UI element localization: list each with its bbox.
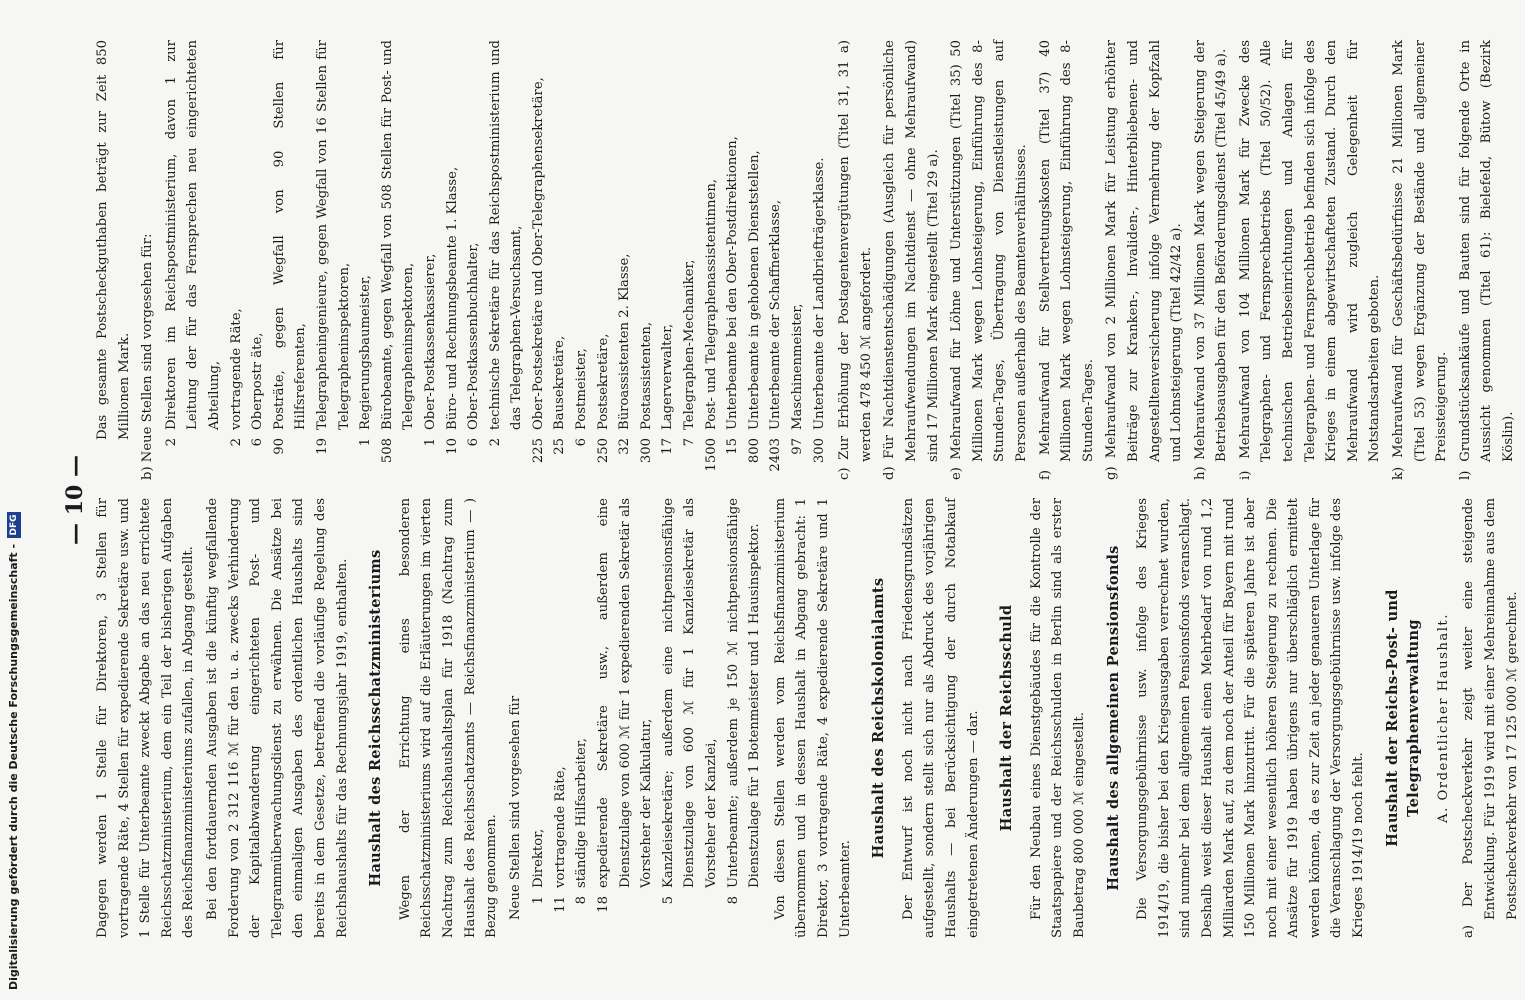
list-text: Unterbeamte in gehobenen Dienststellen, <box>746 150 762 430</box>
list-text: vortragende Räte, <box>228 308 244 430</box>
page-number: — 10 — <box>62 455 88 545</box>
enumerated-item: f) Mehraufwand für Stellvertretungskosten (Titel 37) 40 Millionen Mark wegen Lohnsteigerung, Einführung des 8-Stunden-Tages. <box>1037 40 1096 480</box>
list-text: Telegraphen-Mechaniker, <box>682 259 698 430</box>
digitization-footer <box>4 300 26 990</box>
list-text: Post- und Telegraphenassistentinnen, <box>703 178 719 430</box>
list-count: 10 <box>444 438 460 455</box>
list-text: Bürobeamte, gegen Wegfall von 508 Stellen für Post- und Telegrapheninspektoren, <box>379 40 417 430</box>
enumerated-item: i) Mehraufwand von 104 Millionen Mark für Zwecke des Telegraphen- und Fernsprechbetriebs (Titel 50/52). Alle technischen Betriebseinrichtungen und Anlagen für Telegraphen- und Fernsprechbetrieb befinden sich infolge des Krieges in einem abgewirtschafteten Zustand. Durch den Mehraufwand wird zugleich Gelegenheit für Notstandsarbeiten geboten. <box>1237 40 1383 480</box>
list-text: Ober-Postkassenkassierer, <box>422 253 438 430</box>
list-item <box>787 40 809 480</box>
list-item <box>636 40 658 480</box>
list-count: 6 <box>250 438 266 447</box>
left-column <box>92 498 1525 938</box>
list-item <box>463 40 485 480</box>
list-item <box>269 40 312 480</box>
section-heading: Haushalt der Reichs-Post- und Telegraphenverwaltung <box>1383 589 1423 847</box>
list-item <box>442 40 464 480</box>
list-item <box>312 40 355 480</box>
list-count: 250 <box>595 438 611 464</box>
list-item <box>528 498 550 938</box>
enumerated-item: e) Mehraufwand für Löhne und Unterstützungen (Titel 35) 50 Millionen Mark wegen Lohnsteigerung, Einführung des 8-Stunden-Tages, Übertragung von Dienstleistungen auf Personen außerhalb des Beamtenverhältnisses. <box>949 40 1029 480</box>
list-text: Telegrapheningenieure, gegen Wegfall von 16 Stellen für Telegrapheninspektoren, <box>314 40 352 430</box>
list-count: 8 <box>574 896 590 905</box>
list-item <box>355 40 377 480</box>
list-item <box>657 40 679 480</box>
positions-list <box>161 40 830 480</box>
list-text: Posträte, gegen Wegfall von 90 Stellen für Hilfsreferenten, <box>271 40 309 430</box>
list-item <box>722 40 744 480</box>
section-heading: Haushalt des Reichskolonialamts <box>870 577 888 859</box>
list-item <box>226 40 248 480</box>
paragraph: Das gesamte Postscheckguthaben beträgt zur Zeit 850 Millionen Mark. <box>95 40 132 440</box>
list-count: 300 <box>811 438 827 464</box>
section-heading: Haushalt des allgemeinen Pensionsfonds <box>1104 545 1122 891</box>
list-text: Postassistenten, <box>638 321 654 430</box>
list-item <box>658 498 723 938</box>
list-count: 97 <box>790 438 805 455</box>
list-count: 2 <box>228 438 244 447</box>
positions-list <box>528 498 766 938</box>
list-item <box>571 40 593 480</box>
list-text: Bausekretäre, <box>552 335 568 430</box>
list-text: Ober-Postkassenbuchhalter, <box>466 242 482 430</box>
list-count: 25 <box>552 438 568 455</box>
enumerated-item: k) Mehraufwand für Geschäftsbedürfnisse 21 Millionen Mark (Titel 53) wegen Ergänzung der Bestände und allgemeiner Preissteigerung. <box>1391 40 1450 480</box>
list-text: Büroassistenten 2. Klasse, <box>617 253 633 430</box>
list-text: Unterbeamte der Schaffnerklasse, <box>768 199 784 430</box>
section-heading: Haushalt der Reichsschuld <box>998 604 1016 832</box>
paragraph: Bei den fortdauernden Ausgaben ist die künftig wegfallende Forderung von 2 312 116 ℳ für den u. a. zwecks Verhinderung der Kapitalabwanderung eingerichteten Post- und Telegrammüberwachungsdienst zu erwähnen. Die Ansätze bei den einmaligen Ausgaben des ordentlichen Haushalts sind bereits in dem Gesetze, betreffend die vorläufige Regelung des Reichshaushalts für das Rechnungsjahr 1919, enthalten. <box>204 498 350 938</box>
list-text: Unterbeamte; außerdem je 150 ℳ nichtpensionsfähige Dienstzulage für 1 Botenmeister und 1 Hausinspektor. <box>725 498 763 888</box>
list-text: vortragende Räte, <box>552 766 568 888</box>
paragraph: Der Entwurf ist noch nicht nach Friedensgrundsätzen aufgestellt, sondern stellt sich nur als Abdruck des vorjährigen Haushalts — bei Berücksichtigung der durch Notabkauf eingetretenen Änderungen — dar. <box>900 498 981 938</box>
subsection-heading: A. Ordentlicher Haushalt. <box>1435 613 1451 823</box>
list-count: 15 <box>725 438 741 455</box>
enumerated-item: d) Für Nachtdienstentschädigungen (Ausgleich für persönliche Mehraufwendungen im Nachtdienst — ohne Mehraufwand) sind 17 Millionen Mark eingestellt (Titel 29 a). <box>882 40 941 480</box>
list-text: Direktoren im Reichspostministerium, davon 1 zur Leitung der für das Fernsprechen neu eingerichteten Abteilung, <box>163 40 222 430</box>
paragraph: Wegen der Errichtung eines besonderen Reichsschatzministeriums wird auf die Erläuterungen im vierten Nachtrag zum Reichshaushaltsplan für 1918 (Nachtrag zum Haushalt des Reichsschatzamts — Reichsfinanzministerium — ) Bezug genommen. <box>397 498 500 938</box>
enumerated-item: l) Grundstücksankäufe und Bauten sind für folgende Orte in Aussicht genommen (Titel 61): Bielefeld, Bütow (Bezirk Köslin). <box>1457 40 1516 480</box>
list-count: 1 <box>358 438 374 447</box>
enumerated-item: g) Mehraufwand von 2 Millionen Mark für Leistung erhöhter Beiträge zur Kranken-, Invaliden-, Hinterbliebenen- und Angestelltenversicherung infolge Vermehrung der Kopfzahl und Lohnsteigerung (Titel 42/42 a). <box>1104 40 1185 480</box>
list-count: 7 <box>682 438 698 447</box>
list-item <box>549 40 571 480</box>
list-count: 2403 <box>768 438 784 472</box>
list-item <box>528 40 550 480</box>
list-text: Ober-Postsekretäre und Ober-Telegraphensekretäre, <box>530 77 546 430</box>
list-item <box>161 40 226 480</box>
list-item <box>593 498 658 938</box>
list-item <box>571 498 593 938</box>
list-item <box>744 40 766 480</box>
list-count: 17 <box>660 438 676 455</box>
list-count: 1 <box>422 438 438 447</box>
list-item <box>809 40 831 480</box>
list-text: Direktor, <box>531 828 547 888</box>
list-count: 90 <box>271 438 287 455</box>
list-count: 6 <box>466 438 482 447</box>
list-item <box>485 40 528 480</box>
list-text: expedierende Sekretäre usw., außerdem eine Dienstzulage von 600 ℳ für 1 expedierenden Sekretär als Vorsteher der Kalkulatur, <box>596 498 655 888</box>
list-text: Regierungsbaumeister, <box>358 275 374 430</box>
list-count: 1 <box>531 896 547 905</box>
list-item <box>593 40 615 480</box>
paragraph: Von diesen Stellen werden vom Reichsfinanzministerium übernommen und in dessen Haushalt in Abgang gebracht: 1 Direktor, 3 vortragende Räte, 4 expedierende Sekretäre und 1 Unterbeamter. <box>772 498 853 938</box>
list-item <box>377 40 420 480</box>
list-count: 19 <box>314 438 330 455</box>
list-count: 18 <box>596 896 612 913</box>
list-text: technische Sekretäre für das Reichspostministerium und das Telegraphen-Versuchsamt, <box>487 40 525 430</box>
list-item <box>420 40 442 480</box>
list-item <box>247 40 269 480</box>
list-text: Büro- und Rechnungsbeamte 1. Klasse, <box>444 166 460 430</box>
list-count: 300 <box>638 438 654 464</box>
enumerated-item: c) Zur Erhöhung der Postagentenvergütungen (Titel 31, 31 a) werden 478 450 ℳ angefordert. <box>837 40 874 480</box>
list-text: ständige Hilfsarbeiter, <box>574 738 590 888</box>
list-item <box>723 498 766 938</box>
footer-text: Digitalisierung gefördert durch die Deutsche Forschungsgemeinschaft - <box>7 543 20 990</box>
list-text: Kanzleisekretäre; außerdem eine nichtpensionsfähige Dienstzulage von 600 ℳ für 1 Kanzleisekretär als Vorsteher der Kanzlei, <box>660 498 720 888</box>
list-text: Unterbeamte der Landbriefträgerklasse. <box>811 157 827 430</box>
list-text: Unterbeamte bei den Ober-Postdirektionen, <box>725 136 741 430</box>
section-heading: Haushalt des Reichsschatzministeriums <box>367 549 385 887</box>
paragraph: Neue Stellen sind vorgesehen für <box>507 695 523 920</box>
list-text: Postsekretäre, <box>595 333 611 430</box>
list-text: Lagerverwalter, <box>660 323 676 430</box>
list-item <box>679 40 701 480</box>
list-count: 225 <box>530 438 546 464</box>
list-text: Oberpostr äte, <box>250 332 266 430</box>
list-item <box>614 40 636 480</box>
enumerated-item: b) Neue Stellen sind vorgesehen für: <box>140 233 156 480</box>
paragraph: Dagegen werden 1 Stelle für Direktoren, 3 Stellen für vortragende Räte, 4 Stellen für expedierende Sekretäre usw. und 1 Stelle für Unterbeamte zweckt Abgabe an das neu errichtete Reichsschatzministerium, dem ein Teil der bisherigen Aufgaben des Reichsfinanzministeriums zufallen, in Abgang gestellt. <box>95 498 197 938</box>
list-count: 508 <box>379 438 395 464</box>
enumerated-item: a) Der Postscheckverkehr zeigt weiter eine steigende Entwicklung. Für 1919 wird mit einer Mehreinnahme aus dem Postscheckverkehr von 17 125 000 ℳ gerechnet. <box>1461 498 1520 938</box>
right-column <box>92 40 1522 480</box>
list-count: 2 <box>487 438 503 447</box>
list-text: Postmeister, <box>574 348 590 430</box>
list-item <box>701 40 723 480</box>
list-count: 32 <box>617 438 633 455</box>
list-item <box>765 40 787 480</box>
enumerated-item: h) Mehraufwand von 37 Millionen Mark wegen Steigerung der Betriebsausgaben für den Beförderungsdienst (Titel 45/49 a). <box>1192 40 1230 480</box>
list-count: 8 <box>725 896 741 905</box>
paragraph: Für den Neubau eines Dienstgebäudes für die Kontrolle der Staatspapiere und der Reichsschulden in Berlin sind als erster Baubetrag 800 000 ℳ eingestellt. <box>1028 498 1087 938</box>
list-count: 11 <box>552 896 568 913</box>
list-count: 800 <box>746 438 762 464</box>
paragraph: Die Versorgungsgebührnisse usw. infolge des Krieges 1914/19, die bisher bei den Kriegsausgaben verrechnet wurden, sind nunmehr bei dem allgemeinen Pensionsfonds veranschlagt. Deshalb weist dieser Haushalt einen Mehrbedarf von rund 1,2 Milliarden Mark auf, zu dem noch der Anteil für Bayern mit rund 150 Millionen Mark hinzutritt. Für die späteren Jahre ist aber noch mit einer wesentlich höheren Steigerung zu rechnen. Die Ansätze für 1919 haben übrigens nur überschläglich ermittelt werden können, da es zur Zeit an jeder genaueren Unterlage für die Veranschlagung der Versorgungsgebührnisse usw. infolge des Krieges 1914/19 noch fehlt. <box>1135 498 1367 938</box>
list-count: 6 <box>574 438 590 447</box>
list-count: 5 <box>660 896 676 905</box>
list-text: Maschinenmeister, <box>790 303 805 430</box>
list-count: 1500 <box>703 438 719 472</box>
list-count: 2 <box>163 438 179 447</box>
dfg-logo: DFG <box>7 512 21 538</box>
list-item <box>550 498 572 938</box>
